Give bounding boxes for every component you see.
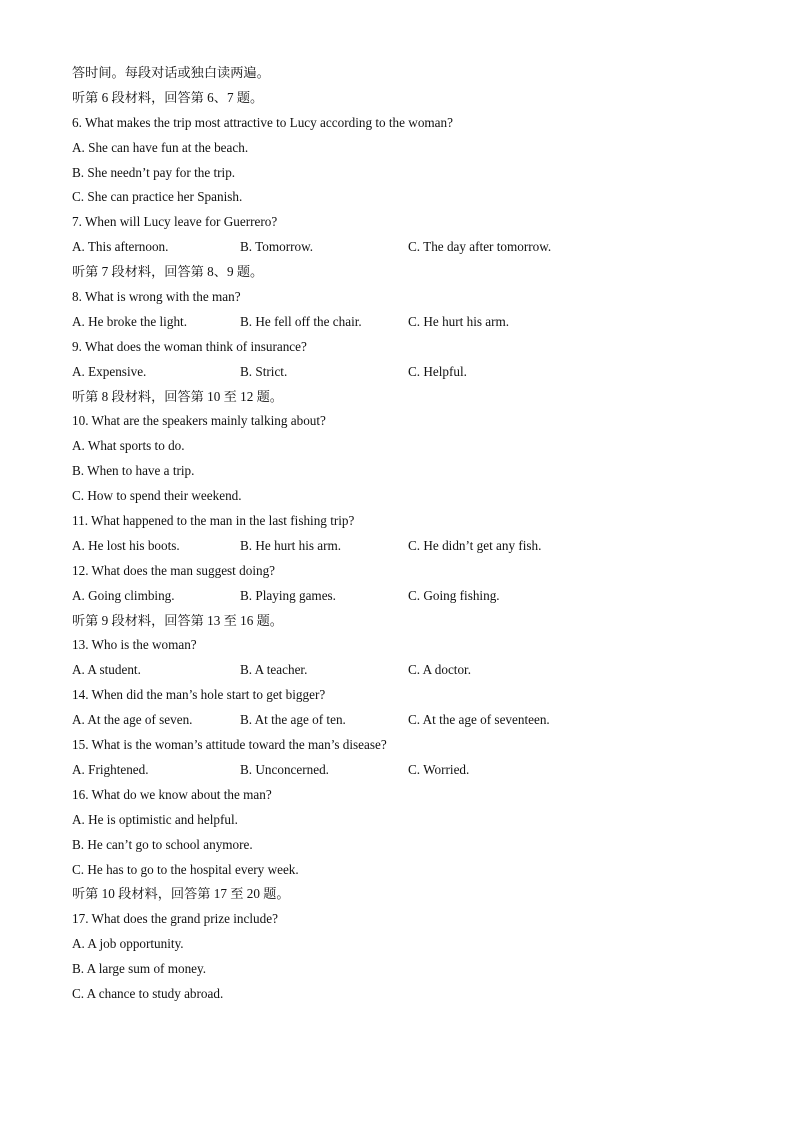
answer-option-text: B. She needn’t pay for the trip. (72, 164, 236, 180)
options-row (72, 534, 732, 559)
question-line (72, 409, 732, 434)
answer-option: C. Worried. (408, 761, 470, 777)
question-line-text: 17. What does the grand prize include? (72, 911, 278, 927)
answer-option: A. Going climbing. (72, 587, 175, 603)
answer-option: B. Playing games. (240, 587, 336, 603)
section-heading-text: 听第 8 段材料，回答第 10 至 12 题。 (72, 388, 283, 404)
listening-questions (72, 61, 732, 1007)
question-line-text: 15. What is the woman’s attitude toward the man’s disease? (72, 737, 387, 753)
answer-option: B. A teacher. (240, 662, 308, 678)
question-line-text: 16. What do we know about the man? (72, 786, 272, 802)
question-line-text: 6. What makes the trip most attractive to Lucy according to the woman? (72, 114, 453, 130)
instruction-line (72, 61, 732, 86)
section-heading-text: 听第 7 段材料，回答第 8、9 题。 (72, 264, 264, 280)
question-line-text: 12. What does the man suggest doing? (72, 562, 276, 578)
answer-option-text: B. He can’t go to school anymore. (72, 836, 253, 852)
answer-option: C. He hurt his arm. (408, 313, 510, 329)
answer-option (72, 808, 732, 833)
section-heading (72, 260, 732, 285)
answer-option: B. He fell off the chair. (240, 313, 362, 329)
answer-option (72, 161, 732, 186)
options-row (72, 360, 732, 385)
section-heading (72, 882, 732, 907)
options-row (72, 310, 732, 335)
answer-option-text: C. A chance to study abroad. (72, 985, 224, 1001)
options-row (72, 658, 732, 683)
answer-option: B. At the age of ten. (240, 712, 346, 728)
answer-option: C. Going fishing. (408, 587, 500, 603)
answer-option: C. At the age of seventeen. (408, 712, 550, 728)
answer-option: A. This afternoon. (72, 239, 169, 255)
question-line-text: 9. What does the woman think of insurance? (72, 338, 307, 354)
answer-option-text: A. He is optimistic and helpful. (72, 811, 238, 827)
question-line-text: 8. What is wrong with the man? (72, 289, 241, 305)
section-heading-text: 听第 6 段材料，回答第 6、7 题。 (72, 89, 264, 105)
question-line (72, 509, 732, 534)
question-line-text: 7. When will Lucy leave for Guerrero? (72, 214, 278, 230)
question-line (72, 907, 732, 932)
answer-option-text: A. What sports to do. (72, 438, 185, 454)
options-row (72, 708, 732, 733)
question-line (72, 111, 732, 136)
answer-option: B. Strict. (240, 363, 288, 379)
question-line (72, 285, 732, 310)
instruction-line-text: 答时间。每段对话或独白读两遍。 (72, 65, 270, 80)
answer-option: C. A doctor. (408, 662, 472, 678)
answer-option (72, 484, 732, 509)
answer-option: A. A student. (72, 662, 141, 678)
answer-option: C. The day after tomorrow. (408, 239, 552, 255)
answer-option (72, 459, 732, 484)
answer-option (72, 136, 732, 161)
answer-option (72, 932, 732, 957)
answer-option (72, 833, 732, 858)
question-line (72, 335, 732, 360)
question-line (72, 733, 732, 758)
section-heading-text: 听第 10 段材料，回答第 17 至 20 题。 (72, 886, 290, 902)
options-row (72, 758, 732, 783)
section-heading (72, 609, 732, 634)
section-heading-text: 听第 9 段材料，回答第 13 至 16 题。 (72, 612, 283, 628)
answer-option-text: C. She can practice her Spanish. (72, 189, 243, 205)
section-heading (72, 385, 732, 410)
answer-option-text: C. How to spend their weekend. (72, 488, 242, 504)
answer-option-text: B. A large sum of money. (72, 961, 207, 977)
answer-option-text: B. When to have a trip. (72, 463, 195, 479)
answer-option: B. Tomorrow. (240, 239, 314, 255)
options-row (72, 235, 732, 260)
question-line (72, 559, 732, 584)
question-line-text: 13. Who is the woman? (72, 637, 197, 653)
answer-option-text: A. A job opportunity. (72, 936, 184, 952)
answer-option (72, 858, 732, 883)
answer-option: A. Expensive. (72, 363, 147, 379)
answer-option: C. He didn’t get any fish. (408, 537, 542, 553)
question-line-text: 11. What happened to the man in the last fishing trip? (72, 513, 355, 529)
options-row (72, 584, 732, 609)
question-line-text: 14. When did the man’s hole start to get bigger? (72, 687, 326, 703)
answer-option: C. Helpful. (408, 363, 467, 379)
answer-option (72, 982, 732, 1007)
question-line (72, 683, 732, 708)
answer-option: B. He hurt his arm. (240, 537, 342, 553)
question-line-text: 10. What are the speakers mainly talking about? (72, 413, 326, 429)
answer-option: A. Frightened. (72, 761, 149, 777)
answer-option (72, 185, 732, 210)
answer-option: A. He broke the light. (72, 313, 187, 329)
question-line (72, 633, 732, 658)
answer-option-text: A. She can have fun at the beach. (72, 139, 249, 155)
question-line (72, 210, 732, 235)
answer-option (72, 957, 732, 982)
answer-option: A. He lost his boots. (72, 537, 180, 553)
answer-option: B. Unconcerned. (240, 761, 329, 777)
answer-option: A. At the age of seven. (72, 712, 193, 728)
answer-option-text: C. He has to go to the hospital every week. (72, 861, 299, 877)
answer-option (72, 434, 732, 459)
question-line (72, 783, 732, 808)
section-heading (72, 86, 732, 111)
